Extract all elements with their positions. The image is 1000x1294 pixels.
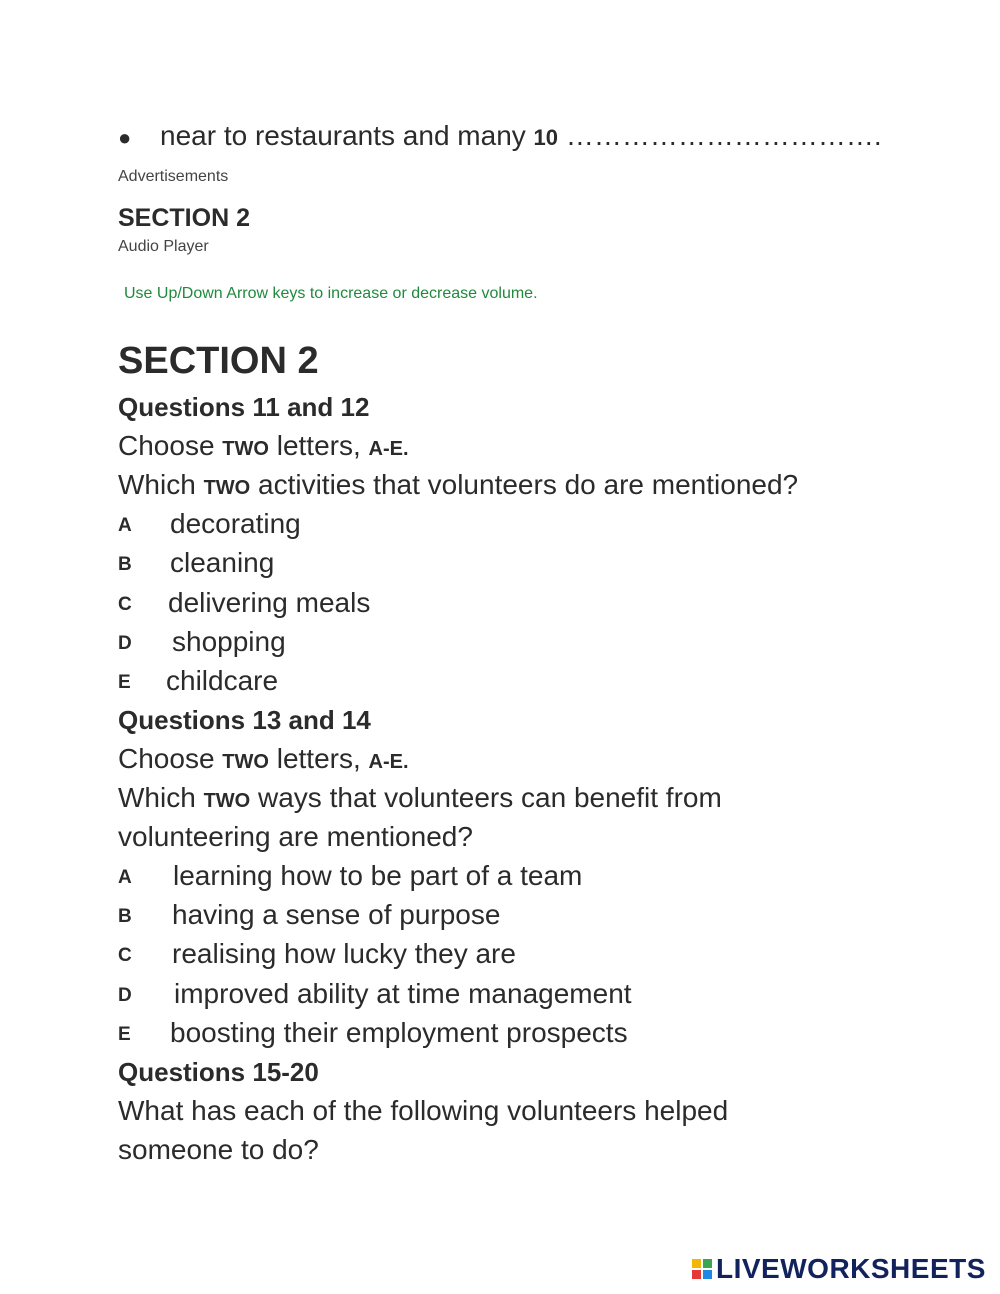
- option-letter: C: [118, 594, 132, 615]
- q11-option-a[interactable]: [118, 508, 301, 540]
- option-letter: E: [118, 672, 131, 693]
- instruction-text: Choose: [118, 430, 215, 461]
- audio-volume-hint: Use Up/Down Arrow keys to increase or decrease volume.: [124, 285, 538, 302]
- logo-squares-icon: [692, 1259, 712, 1279]
- q13-option-c[interactable]: [118, 938, 516, 970]
- option-text: childcare: [166, 665, 279, 696]
- logo-square: [703, 1270, 712, 1279]
- q11-option-b[interactable]: [118, 547, 274, 579]
- option-text: realising how lucky they are: [172, 938, 516, 969]
- instruction-count: TWO: [222, 751, 269, 773]
- q15-question-line-2: someone to do?: [118, 1134, 319, 1165]
- option-text: improved ability at time management: [174, 978, 632, 1009]
- q13-option-d[interactable]: [118, 978, 632, 1010]
- section-heading: SECTION 2: [118, 340, 319, 382]
- liveworksheets-logo: [692, 1253, 986, 1285]
- question-count: TWO: [203, 477, 251, 499]
- q13-option-a[interactable]: [118, 860, 582, 892]
- option-text: having a sense of purpose: [172, 899, 501, 930]
- instruction-text: letters,: [276, 430, 361, 461]
- questions-11-12-heading: Questions 11 and 12: [118, 392, 370, 422]
- option-letter: E: [118, 1024, 131, 1045]
- q11-option-e[interactable]: [118, 665, 278, 697]
- option-letter: D: [118, 985, 132, 1006]
- instruction-text: letters,: [276, 743, 361, 774]
- option-text: delivering meals: [168, 587, 371, 618]
- bullet-text: near to restaurants and many: [160, 120, 526, 151]
- option-letter: B: [118, 554, 132, 575]
- instruction-period: .: [403, 751, 409, 773]
- q13-question-line-1: [118, 782, 722, 814]
- bullet-line: [118, 120, 882, 152]
- option-letter: A: [118, 515, 132, 536]
- bullet-icon: ●: [118, 125, 132, 150]
- answer-blank[interactable]: …………………………….: [565, 120, 882, 151]
- option-letter: A: [118, 867, 132, 888]
- instruction-text: Choose: [118, 743, 215, 774]
- question-count: TWO: [203, 790, 251, 812]
- question-text: Which: [118, 782, 196, 813]
- option-text: cleaning: [170, 547, 275, 578]
- option-letter: D: [118, 633, 132, 654]
- brand-name: LIVEWORKSHEETS: [716, 1253, 986, 1284]
- advertisements-label: Advertisements: [118, 168, 229, 185]
- logo-square: [692, 1270, 701, 1279]
- option-text: shopping: [172, 626, 286, 657]
- option-letter: C: [118, 945, 132, 966]
- option-text: boosting their employment prospects: [170, 1017, 628, 1048]
- option-text: learning how to be part of a team: [173, 860, 583, 891]
- q11-instruction: [118, 430, 409, 462]
- section-heading-small: SECTION 2: [118, 204, 250, 232]
- question-number: 10: [533, 125, 559, 150]
- q11-option-d[interactable]: [118, 626, 286, 658]
- question-text: activities that volunteers do are mentioned?: [258, 469, 799, 500]
- audio-player-label: Audio Player: [118, 238, 209, 255]
- instruction-range: A-E: [368, 751, 403, 773]
- instruction-range: A-E: [368, 438, 403, 460]
- question-text: Which: [118, 469, 196, 500]
- option-letter: B: [118, 906, 132, 927]
- q13-question-line-2: volunteering are mentioned?: [118, 821, 473, 852]
- q11-question: [118, 469, 798, 501]
- instruction-period: .: [403, 438, 409, 460]
- q11-option-c[interactable]: [118, 587, 370, 619]
- option-text: decorating: [170, 508, 301, 539]
- q15-question-line-1: What has each of the following volunteers helped: [118, 1095, 729, 1126]
- questions-15-20-heading: Questions 15-20: [118, 1057, 319, 1087]
- questions-13-14-heading: Questions 13 and 14: [118, 705, 371, 735]
- q13-instruction: [118, 743, 409, 775]
- q13-option-e[interactable]: [118, 1017, 628, 1049]
- logo-square: [692, 1259, 701, 1268]
- q13-option-b[interactable]: [118, 899, 500, 931]
- logo-square: [703, 1259, 712, 1268]
- instruction-count: TWO: [222, 438, 269, 460]
- question-text: ways that volunteers can benefit from: [258, 782, 722, 813]
